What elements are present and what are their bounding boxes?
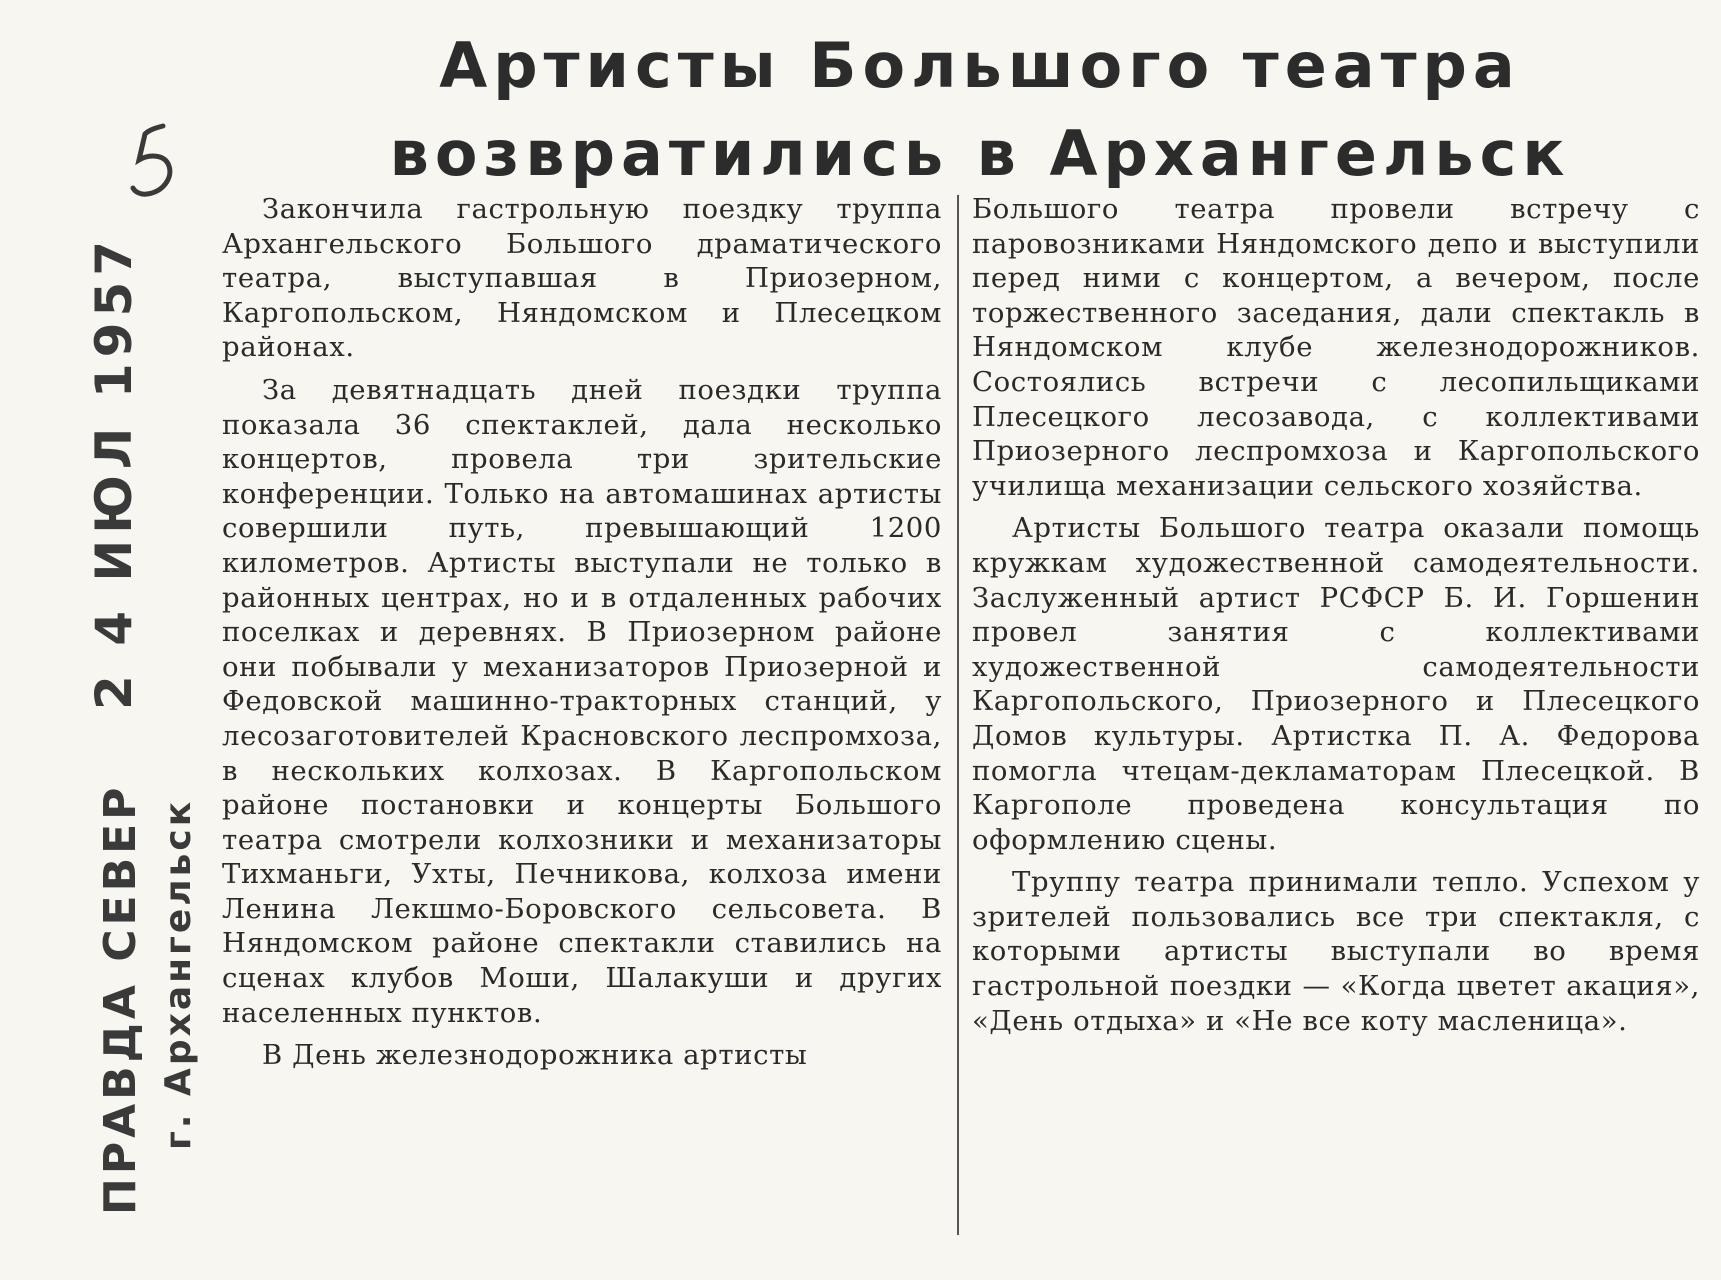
paragraph: Закончила гастрольную поездку труппа Архангельского Большого драматического театра, выступавшая в Приозерном, Каргопольском, Няндомском и Плесецком районах. <box>222 193 942 364</box>
paragraph: Артисты Большого театра оказали помощь кружкам художественной самодеятельности. Заслуженный артист РСФСР Б. И. Горшенин провел занятия с коллективами художественной самодеятельности Каргопольского, Приозерного и Плесецкого Домов культуры. Артистка П. А. Федорова помогла чтецам-декламаторам Плесецкой. В Каргополе проведена консультация по оформлению сцены. <box>972 512 1700 856</box>
newspaper-source-stamp: ПРАВДА СЕВЕР <box>95 783 146 1215</box>
paragraph: В День железнодорожника артисты <box>262 1039 808 1072</box>
column-divider <box>957 195 959 1235</box>
city-stamp: г. Архангельск <box>158 798 199 1150</box>
paragraph: Большого театра провели встречу с паровозниками Няндомского депо и выступили перед ними с концертом, а вечером, после торжественного заседания, дали спектакль в Няндомском клубе железнодорожников. Состоялись встречи с лесопильщиками Плесецкого лесозавода, с коллективами Приозерного леспромхоза и Каргопольского училища механизации сельского хозяйства. <box>972 193 1700 502</box>
article-column-left <box>222 192 942 1081</box>
article-column-right <box>972 192 1700 1046</box>
handwritten-number-mark <box>125 120 185 200</box>
headline-line-1: Артисты Большого театра <box>439 29 1521 102</box>
paragraph: Труппу театра принимали тепло. Успехом у зрителей пользовались все три спектакля, с которыми артисты выступали во время гастрольной поездки — «Когда цветет акация», «День отдыха» и «Не все коту масленица». <box>972 866 1700 1037</box>
paragraph: За девятнадцать дней поездки труппа показала 36 спектаклей, дала несколько концертов, провела три зрительские конференции. Только на автомашинах артисты совершили путь, превышающий 1200 километров. Артисты выступали не только в районных центрах, но и в отдаленных рабочих поселках и деревнях. В Приозерном районе они побывали у механизаторов Приозерной и Федовской машинно-тракторных станций, у лесозаготовителей Красновского леспромхоза, в нескольких колхозах. В Каргопольском районе постановки и концерты Большого театра смотрели колхозники и механизаторы Тихманьги, Ухты, Печникова, колхоза имени Ленина Лекшмо-Боровского сельсовета. В Няндомском районе спектакли ставились на сценах клубов Моши, Шалакуши и других населенных пунктов. <box>222 373 942 1029</box>
article-headline <box>330 22 1630 198</box>
headline-line-2: возвратились в Архангельск <box>389 117 1571 190</box>
date-stamp: 2 4 ИЮЛ 1957 <box>85 234 143 710</box>
